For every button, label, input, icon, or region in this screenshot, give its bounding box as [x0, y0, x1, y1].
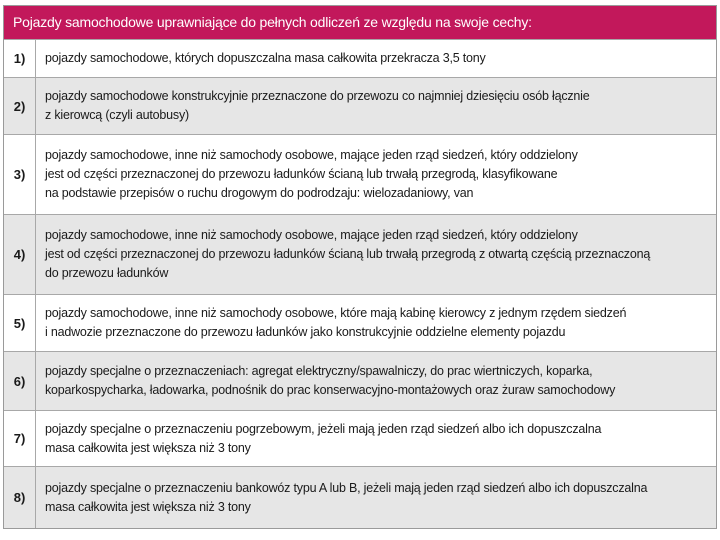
row-text: pojazdy samochodowe, inne niż samochody osobowe, mające jeden rząd siedzeń, który oddzielony jest od części przeznaczonej do przewozu ładunków ścianą lub trwałą przegrodą, klasyfikowane na podstawie przepisów o ruchu drogowym do podrodzaju: wielozadaniowy, van	[45, 148, 578, 200]
table-row	[4, 351, 716, 410]
row-text-cell	[36, 215, 716, 294]
row-text: pojazdy samochodowe, których dopuszczalna masa całkowita przekracza 3,5 tony	[45, 51, 486, 65]
table-header-title: Pojazdy samochodowe uprawniające do pełnych odliczeń ze względu na swoje cechy:	[4, 6, 716, 39]
table-row	[4, 134, 716, 214]
row-text-cell	[36, 467, 716, 528]
row-number: 8)	[4, 467, 36, 528]
row-number: 2)	[4, 78, 36, 134]
row-text-cell	[36, 135, 716, 214]
row-text-cell	[36, 411, 716, 466]
row-number: 3)	[4, 135, 36, 214]
row-text: pojazdy specjalne o przeznaczeniu pogrzebowym, jeżeli mają jeden rząd siedzeń albo ich dopuszczalna masa całkowita jest większa niż 3 tony	[45, 421, 602, 455]
table-row	[4, 466, 716, 528]
row-number: 4)	[4, 215, 36, 294]
vehicle-deduction-table	[3, 5, 717, 529]
table-row	[4, 39, 716, 77]
row-number: 5)	[4, 295, 36, 351]
row-text: pojazdy samochodowe, inne niż samochody osobowe, które mają kabinę kierowcy z jednym rzędem siedzeń i nadwozie przeznaczone do przewozu ładunków jako konstrukcyjnie oddzielne elementy pojazdu	[45, 306, 627, 339]
table-row	[4, 294, 716, 351]
row-text: pojazdy samochodowe konstrukcyjnie przeznaczone do przewozu co najmniej dziesięciu osób łącznie z kierowcą (czyli autobusy)	[45, 89, 590, 122]
row-text-cell	[36, 40, 716, 77]
row-number: 6)	[4, 352, 36, 410]
row-text-cell	[36, 295, 716, 351]
row-number: 1)	[4, 40, 36, 77]
row-text: pojazdy specjalne o przeznaczeniach: agregat elektryczny/spawalniczy, do prac wiertniczych, koparka, koparkospycharka, ładowarka, podnośnik do prac konserwacyjno-montażowych oraz żuraw samochodowy	[45, 364, 616, 397]
table-row	[4, 214, 716, 294]
table-row	[4, 77, 716, 134]
row-text: pojazdy samochodowe, inne niż samochody osobowe, mające jeden rząd siedzeń, który oddzielony jest od części przeznaczonej do przewozu ładunków ścianą lub trwałą przegrodą z otwartą częścią przeznaczoną do przewozu ładunków	[45, 228, 651, 280]
row-text: pojazdy specjalne o przeznaczeniu bankowóz typu A lub B, jeżeli mają jeden rząd siedzeń albo ich dopuszczalna masa całkowita jest większa niż 3 tony	[45, 480, 648, 514]
row-number: 7)	[4, 411, 36, 466]
row-text-cell	[36, 78, 716, 134]
table-row	[4, 410, 716, 466]
row-text-cell	[36, 352, 716, 410]
